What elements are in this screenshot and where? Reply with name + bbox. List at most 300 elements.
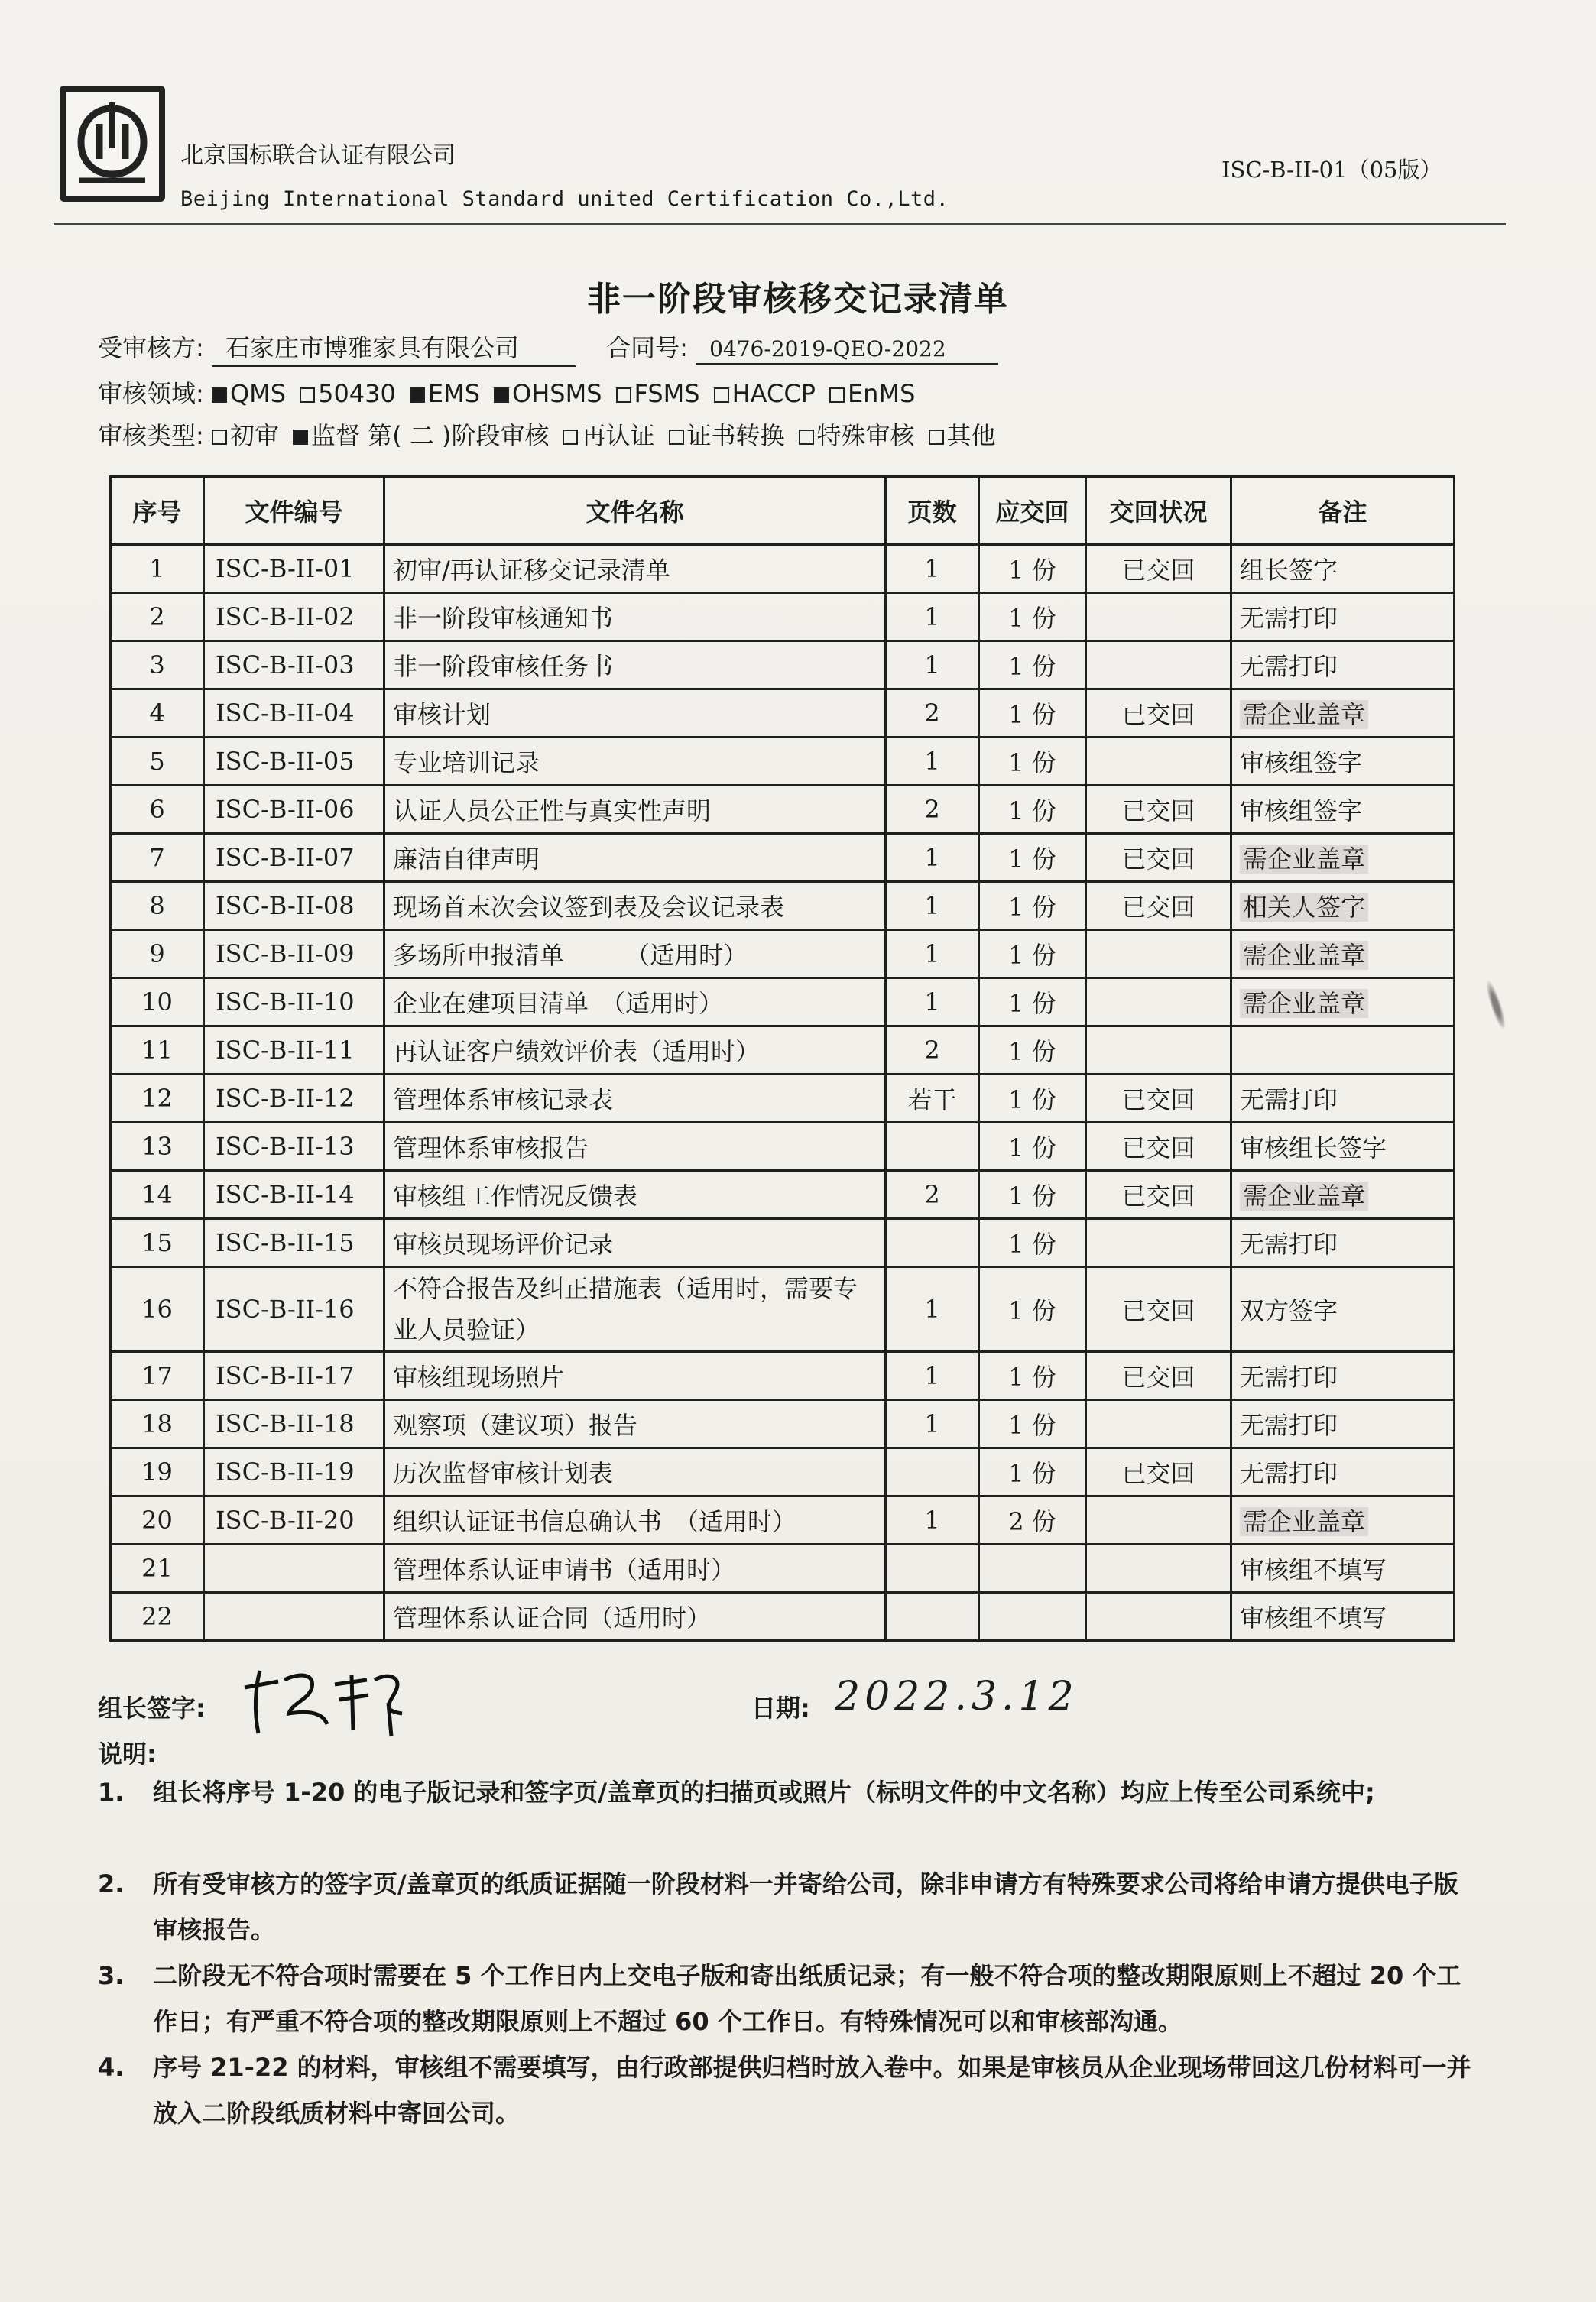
- checked-box-icon: [212, 387, 227, 403]
- row-name: [384, 641, 886, 689]
- row-code: [204, 1219, 384, 1267]
- row-code-text: ISC-B-II-06: [216, 795, 355, 824]
- row-status-text: 已交回: [1121, 893, 1195, 922]
- row-code: [204, 978, 384, 1026]
- company-name-cn: 北京国标联合认证有限公司: [180, 142, 456, 169]
- row-note: [1231, 978, 1455, 1026]
- row-note: [1231, 1026, 1455, 1075]
- row-copies: [979, 1267, 1086, 1352]
- row-status-text: 已交回: [1121, 1133, 1195, 1162]
- row-no-text: 11: [141, 1036, 173, 1065]
- row-no: [111, 738, 204, 786]
- row-no-text: 2: [149, 602, 165, 631]
- row-code-text: ISC-B-II-11: [216, 1036, 355, 1065]
- row-code-text: ISC-B-II-20: [216, 1506, 355, 1535]
- row-name: [384, 930, 886, 978]
- row-name-text: 审核组工作情况反馈表: [393, 1182, 638, 1211]
- row-note-text: 相关人签字: [1240, 893, 1368, 922]
- row-no-text: 3: [149, 650, 165, 679]
- note-number: 1.: [98, 1778, 125, 1807]
- row-no: [111, 1267, 204, 1352]
- row-name: [384, 1075, 886, 1123]
- row-pages: [886, 882, 979, 930]
- row-pages: [886, 1219, 979, 1267]
- empty-box-icon: [616, 387, 631, 403]
- note-text: 组长将序号 1-20 的电子版记录和签字页/盖章页的扫描页或照片（标明文件的中文名称）均应上传至公司系统中;: [153, 1778, 1375, 1807]
- type-option: [293, 421, 550, 450]
- domain-option: [829, 379, 915, 408]
- table-row: [111, 738, 1455, 786]
- row-copies: [979, 545, 1086, 593]
- row-name: [384, 834, 886, 882]
- row-code-text: ISC-B-II-16: [216, 1295, 355, 1324]
- table-row: [111, 1352, 1455, 1400]
- empty-box-icon: [799, 430, 814, 445]
- row-pages-text: 1: [924, 987, 940, 1016]
- notes-title: 说明:: [98, 1739, 157, 1769]
- row-note: [1231, 593, 1455, 641]
- row-note-text: 需企业盖章: [1240, 941, 1368, 970]
- row-copies-text: 1 份: [1008, 1230, 1056, 1259]
- col-header-copies: 应交回: [979, 477, 1086, 545]
- row-copies: [979, 834, 1086, 882]
- row-code: [204, 1171, 384, 1219]
- row-copies-text: 1 份: [1008, 1411, 1056, 1440]
- table-row: [111, 786, 1455, 834]
- row-no: [111, 593, 204, 641]
- row-no-text: 8: [149, 891, 165, 920]
- date-label: 日期:: [751, 1694, 810, 1723]
- row-status-text: 已交回: [1121, 845, 1195, 874]
- row-status: [1086, 593, 1231, 641]
- row-name: [384, 1448, 886, 1496]
- row-name: [384, 1400, 886, 1448]
- row-note: [1231, 1267, 1455, 1352]
- row-note: [1231, 834, 1455, 882]
- contract-label: 合同号:: [606, 333, 688, 362]
- row-no-text: 5: [149, 747, 165, 776]
- row-copies-text: 1 份: [1008, 1363, 1056, 1392]
- note-number: 4.: [98, 2053, 125, 2082]
- table-row: [111, 689, 1455, 738]
- row-code-text: ISC-B-II-08: [216, 891, 355, 920]
- row-name-text: 企业在建项目清单 （适用时）: [393, 989, 724, 1018]
- table-row: [111, 1075, 1455, 1123]
- row-name-text: 管理体系认证申请书（适用时）: [393, 1555, 736, 1584]
- row-status-text: 已交回: [1121, 1085, 1195, 1114]
- row-copies-text: 1 份: [1008, 700, 1056, 729]
- company-logo-icon: [60, 86, 165, 202]
- row-code-text: ISC-B-II-12: [216, 1084, 355, 1113]
- row-status-text: 已交回: [1121, 1296, 1195, 1325]
- row-note-text: 审核组不填写: [1240, 1555, 1387, 1584]
- leader-signature-label: 组长签字:: [98, 1694, 206, 1723]
- row-note-text: 需企业盖章: [1240, 700, 1368, 729]
- row-name: [384, 786, 886, 834]
- empty-box-icon: [563, 430, 578, 445]
- row-status: [1086, 786, 1231, 834]
- row-code-text: ISC-B-II-17: [216, 1361, 355, 1390]
- row-code: [204, 689, 384, 738]
- row-pages-text: 1: [924, 1409, 940, 1438]
- row-no: [111, 641, 204, 689]
- row-pages: [886, 593, 979, 641]
- row-pages: [886, 738, 979, 786]
- row-code: [204, 1545, 384, 1593]
- row-code: [204, 1352, 384, 1400]
- row-name-text: 管理体系审核记录表: [393, 1085, 614, 1114]
- row-note-text: 审核组签字: [1240, 748, 1363, 777]
- row-pages-text: 1: [924, 1506, 940, 1535]
- row-name-text: 多场所申报清单 （适用时）: [393, 941, 748, 970]
- empty-box-icon: [669, 430, 684, 445]
- row-name: [384, 1545, 886, 1593]
- col-header-note: 备注: [1231, 477, 1455, 545]
- row-copies-text: 1 份: [1008, 1037, 1056, 1066]
- row-pages: [886, 641, 979, 689]
- row-no: [111, 930, 204, 978]
- row-status: [1086, 1267, 1231, 1352]
- row-name-text: 非一阶段审核任务书: [393, 652, 614, 681]
- type-option: [929, 421, 996, 450]
- row-note-text: 无需打印: [1240, 1085, 1338, 1114]
- row-no: [111, 1123, 204, 1171]
- row-copies: [979, 978, 1086, 1026]
- row-no: [111, 882, 204, 930]
- row-no: [111, 786, 204, 834]
- row-note: [1231, 689, 1455, 738]
- table-row: [111, 1400, 1455, 1448]
- row-pages-text: 2: [924, 795, 940, 824]
- table-row: [111, 1026, 1455, 1075]
- table-row: [111, 545, 1455, 593]
- type-option: [563, 421, 654, 450]
- document-code: ISC-B-II-01（05版）: [1221, 157, 1442, 183]
- row-note: [1231, 1352, 1455, 1400]
- row-note-text: 需企业盖章: [1240, 845, 1368, 874]
- row-code: [204, 786, 384, 834]
- row-code: [204, 1267, 384, 1352]
- row-no-text: 21: [141, 1554, 173, 1583]
- row-pages: [886, 1171, 979, 1219]
- row-name-text: 认证人员公正性与真实性声明: [393, 796, 712, 825]
- row-note: [1231, 882, 1455, 930]
- row-note-text: 需企业盖章: [1240, 1182, 1368, 1211]
- header-divider: [54, 223, 1506, 225]
- row-no-text: 6: [149, 795, 165, 824]
- row-no: [111, 689, 204, 738]
- row-code-text: ISC-B-II-03: [216, 650, 355, 679]
- domain-option: [616, 379, 700, 408]
- row-status: [1086, 882, 1231, 930]
- row-code-text: ISC-B-II-15: [216, 1228, 355, 1257]
- note-item: [98, 1953, 1474, 2044]
- domain-option: [300, 379, 396, 408]
- row-pages-text: 1: [924, 747, 940, 776]
- note-item: [98, 1861, 1474, 1953]
- row-copies-text: 1 份: [1008, 845, 1056, 874]
- type-option-label: 再认证: [581, 421, 655, 450]
- row-status: [1086, 1026, 1231, 1075]
- row-pages-text: 1: [924, 843, 940, 872]
- row-pages: [886, 786, 979, 834]
- row-pages: [886, 1267, 979, 1352]
- scan-smudge: [1483, 978, 1510, 1033]
- row-note-text: 审核组长签字: [1240, 1133, 1387, 1162]
- date-value: 2022.3.12: [835, 1674, 1079, 1720]
- row-no: [111, 545, 204, 593]
- row-note-text: 无需打印: [1240, 1230, 1338, 1259]
- table-row: [111, 1593, 1455, 1641]
- row-no: [111, 1171, 204, 1219]
- row-name: [384, 738, 886, 786]
- row-note: [1231, 1219, 1455, 1267]
- domain-option: [410, 379, 480, 408]
- row-name-text: 现场首末次会议签到表及会议记录表: [393, 893, 785, 922]
- row-note: [1231, 930, 1455, 978]
- row-status: [1086, 1400, 1231, 1448]
- row-copies: [979, 1123, 1086, 1171]
- row-name: [384, 1352, 886, 1400]
- row-code: [204, 641, 384, 689]
- row-pages: [886, 1545, 979, 1593]
- domain-options: [212, 379, 929, 408]
- row-code-text: ISC-B-II-09: [216, 939, 355, 968]
- domain-option-label: QMS: [229, 379, 287, 408]
- row-no-text: 15: [141, 1228, 173, 1257]
- row-code: [204, 1123, 384, 1171]
- records-table: [109, 475, 1455, 1642]
- row-copies: [979, 1400, 1086, 1448]
- row-note: [1231, 1400, 1455, 1448]
- row-status: [1086, 930, 1231, 978]
- row-no-text: 4: [149, 699, 165, 728]
- row-pages-text: 1: [924, 939, 940, 968]
- checked-box-icon: [293, 430, 308, 445]
- row-status: [1086, 1075, 1231, 1123]
- row-pages-text: 1: [924, 602, 940, 631]
- row-status: [1086, 1448, 1231, 1496]
- row-code: [204, 593, 384, 641]
- row-copies: [979, 738, 1086, 786]
- empty-box-icon: [829, 387, 845, 403]
- row-pages-text: 2: [924, 1036, 940, 1065]
- row-no-text: 1: [149, 554, 165, 583]
- row-note: [1231, 1448, 1455, 1496]
- type-option: [212, 421, 279, 450]
- row-pages: [886, 1400, 979, 1448]
- row-no: [111, 978, 204, 1026]
- type-option: [799, 421, 915, 450]
- row-status: [1086, 834, 1231, 882]
- col-header-no: 序号: [111, 477, 204, 545]
- type-option-label: 初审: [229, 421, 279, 450]
- row-pages: [886, 1075, 979, 1123]
- row-name: [384, 1171, 886, 1219]
- page-title: 非一阶段审核移交记录清单: [587, 280, 1009, 319]
- row-name: [384, 1123, 886, 1171]
- row-code: [204, 930, 384, 978]
- row-pages: [886, 1026, 979, 1075]
- row-no: [111, 1400, 204, 1448]
- row-status-text: 已交回: [1121, 1363, 1195, 1392]
- row-code-text: ISC-B-II-14: [216, 1180, 355, 1209]
- table-row: [111, 1171, 1455, 1219]
- row-status: [1086, 1545, 1231, 1593]
- row-name-text: 组织认证证书信息确认书 （适用时）: [393, 1507, 797, 1536]
- row-copies-text: 1 份: [1008, 556, 1056, 585]
- domain-option-label: FSMS: [634, 379, 700, 408]
- type-option-label: 监督 第( 二 )阶段审核: [310, 421, 550, 450]
- type-option-label: 特殊审核: [816, 421, 915, 450]
- row-no-text: 16: [141, 1295, 173, 1324]
- row-copies: [979, 1545, 1086, 1593]
- row-note: [1231, 641, 1455, 689]
- domain-option: [212, 379, 286, 408]
- row-copies: [979, 1219, 1086, 1267]
- domain-option: [494, 379, 602, 408]
- table-row: [111, 930, 1455, 978]
- row-name: [384, 978, 886, 1026]
- row-note-text: 需企业盖章: [1240, 1507, 1368, 1536]
- note-number: 3.: [98, 1961, 125, 1990]
- col-header-status: 交回状况: [1086, 477, 1231, 545]
- row-note: [1231, 738, 1455, 786]
- row-copies: [979, 786, 1086, 834]
- row-copies-text: 1 份: [1008, 796, 1056, 825]
- row-name: [384, 882, 886, 930]
- domain-option: [714, 379, 816, 408]
- row-code: [204, 1593, 384, 1641]
- row-no-text: 22: [141, 1602, 173, 1631]
- row-code: [204, 1026, 384, 1075]
- domain-option-label: HACCP: [732, 379, 816, 408]
- row-note: [1231, 1496, 1455, 1545]
- row-pages: [886, 1593, 979, 1641]
- row-status-text: 已交回: [1121, 1459, 1195, 1488]
- note-text: 二阶段无不符合项时需要在 5 个工作日内上交电子版和寄出纸质记录；有一般不符合项的整改期限原则上不超过 20 个工作日；有严重不符合项的整改期限原则上不超过 60 个工作日。有特殊情况可以和审核部沟通。: [153, 1961, 1461, 2036]
- row-status: [1086, 641, 1231, 689]
- row-copies: [979, 1448, 1086, 1496]
- row-status: [1086, 1123, 1231, 1171]
- checked-box-icon: [494, 387, 509, 403]
- row-copies-text: 1 份: [1008, 893, 1056, 922]
- domain-label: 审核领域:: [98, 379, 204, 408]
- row-no-text: 12: [141, 1084, 173, 1113]
- row-pages: [886, 689, 979, 738]
- row-name-text: 不符合报告及纠正措施表（适用时，需要专业人员验证）: [393, 1274, 858, 1344]
- domain-option-label: EnMS: [847, 379, 916, 408]
- row-name-text: 历次监督审核计划表: [393, 1459, 614, 1488]
- row-no: [111, 1496, 204, 1545]
- table-row: [111, 1496, 1455, 1545]
- row-pages: [886, 978, 979, 1026]
- empty-box-icon: [212, 430, 227, 445]
- company-name-en: Beijing International Standard united Certification Co.,Ltd.: [180, 187, 949, 211]
- row-no-text: 20: [141, 1506, 173, 1535]
- row-copies: [979, 1593, 1086, 1641]
- type-option: [669, 421, 785, 450]
- row-no-text: 18: [141, 1409, 173, 1438]
- row-no: [111, 1026, 204, 1075]
- row-code-text: ISC-B-II-18: [216, 1409, 355, 1438]
- row-note: [1231, 1545, 1455, 1593]
- row-copies-text: 2 份: [1008, 1507, 1056, 1536]
- row-code: [204, 1075, 384, 1123]
- row-name: [384, 1026, 886, 1075]
- row-pages-text: 1: [924, 650, 940, 679]
- row-status: [1086, 1171, 1231, 1219]
- row-name: [384, 689, 886, 738]
- table-row: [111, 1219, 1455, 1267]
- row-no-text: 10: [141, 987, 173, 1016]
- note-item: [98, 1769, 1474, 1815]
- type-option-label: 其他: [946, 421, 996, 450]
- table-row: [111, 1545, 1455, 1593]
- row-code: [204, 738, 384, 786]
- row-pages-text: 2: [924, 1180, 940, 1209]
- row-note: [1231, 1075, 1455, 1123]
- row-note-text: 需企业盖章: [1240, 989, 1368, 1018]
- row-code: [204, 1400, 384, 1448]
- domain-option-label: 50430: [318, 379, 396, 408]
- row-note: [1231, 545, 1455, 593]
- row-name: [384, 1219, 886, 1267]
- row-copies-text: 1 份: [1008, 1296, 1056, 1325]
- domain-option-label: OHSMS: [512, 379, 602, 408]
- row-status: [1086, 1593, 1231, 1641]
- row-pages-text: 若干: [907, 1085, 957, 1114]
- row-no-text: 9: [149, 939, 165, 968]
- row-pages-text: 1: [924, 1361, 940, 1390]
- row-status-text: 已交回: [1121, 1182, 1195, 1211]
- row-copies: [979, 1171, 1086, 1219]
- table-row: [111, 882, 1455, 930]
- row-copies-text: 1 份: [1008, 1133, 1056, 1162]
- table-header-row: [111, 477, 1455, 545]
- row-name-text: 非一阶段审核通知书: [393, 604, 614, 633]
- row-no: [111, 1075, 204, 1123]
- row-code-text: ISC-B-II-02: [216, 602, 355, 631]
- row-copies: [979, 1352, 1086, 1400]
- row-name-text: 廉洁自律声明: [393, 845, 540, 874]
- row-name: [384, 545, 886, 593]
- table-row: [111, 834, 1455, 882]
- row-code-text: ISC-B-II-10: [216, 987, 355, 1016]
- row-no: [111, 1593, 204, 1641]
- audit-domain-row: [98, 374, 929, 410]
- row-name-text: 审核计划: [393, 700, 491, 729]
- row-code-text: ISC-B-II-05: [216, 747, 355, 776]
- row-copies-text: 1 份: [1008, 1085, 1056, 1114]
- row-status: [1086, 689, 1231, 738]
- row-copies-text: 1 份: [1008, 989, 1056, 1018]
- row-name-text: 观察项（建议项）报告: [393, 1411, 638, 1440]
- row-pages: [886, 1352, 979, 1400]
- row-name: [384, 1496, 886, 1545]
- row-name: [384, 1593, 886, 1641]
- row-note-text: 无需打印: [1240, 1363, 1338, 1392]
- row-status: [1086, 1219, 1231, 1267]
- row-note-text: 双方签字: [1240, 1296, 1338, 1325]
- note-text: 序号 21-22 的材料，审核组不需要填写，由行政部提供归档时放入卷中。如果是审核员从企业现场带回这几份材料可一并放入二阶段纸质材料中寄回公司。: [153, 2053, 1471, 2128]
- auditee-value: 石家庄市博雅家具有限公司: [212, 329, 576, 367]
- row-code: [204, 1496, 384, 1545]
- row-no: [111, 1352, 204, 1400]
- empty-box-icon: [929, 430, 944, 445]
- row-status-text: 已交回: [1121, 796, 1195, 825]
- row-pages-text: 2: [924, 699, 940, 728]
